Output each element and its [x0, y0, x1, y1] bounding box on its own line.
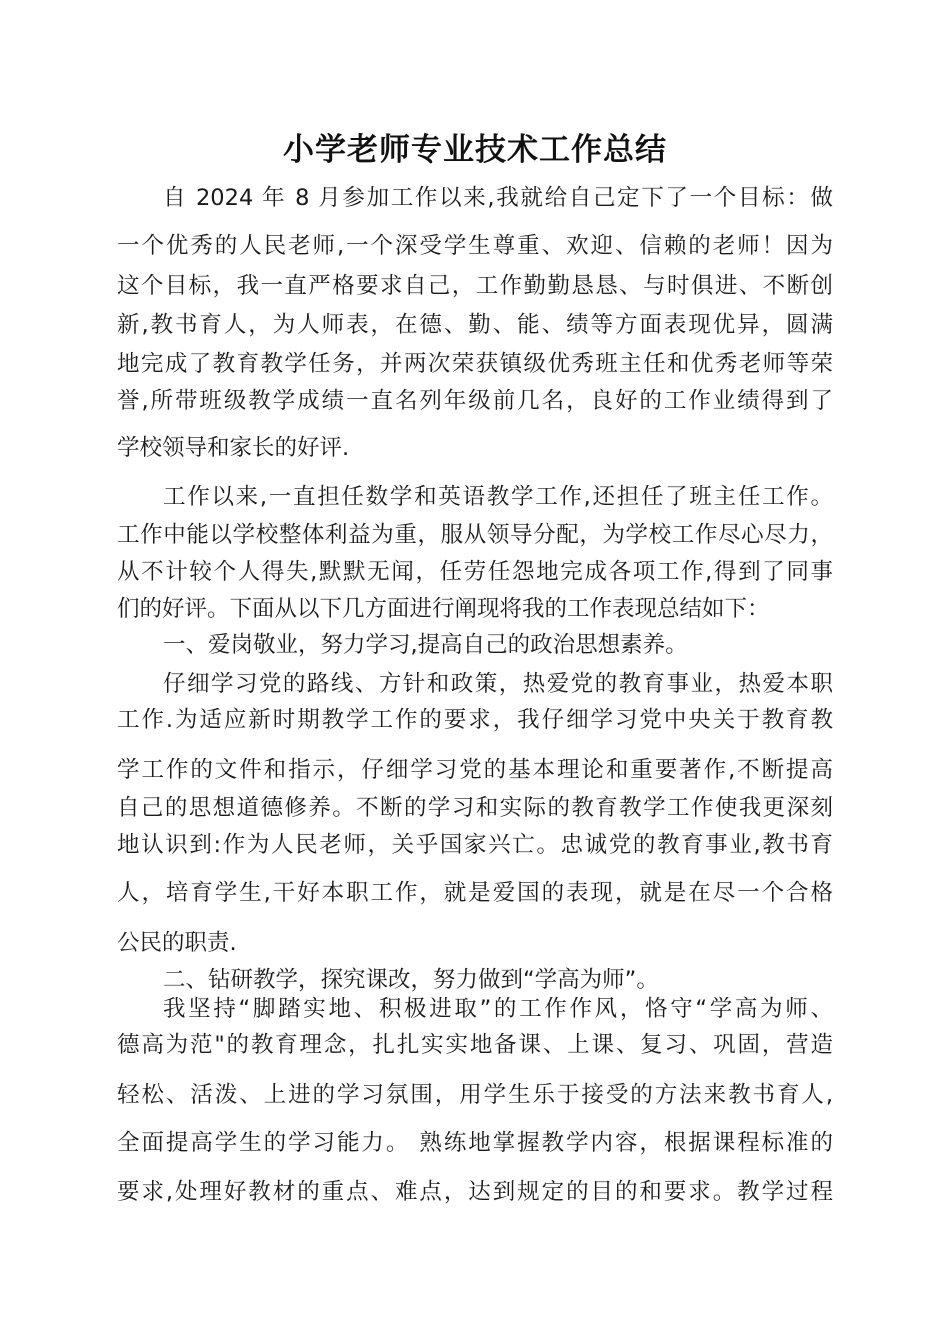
text-line: 学工作的文件和指示，仔细学习党的基本理论和重要著作,不断提高 — [117, 757, 833, 783]
text-line: 仔细学习党的路线、方针和政策，热爱党的教育事业，热爱本职 — [163, 671, 833, 697]
text-line: 们的好评。下面从以下几方面进行阐现将我的工作表现总结如下： — [117, 596, 770, 622]
text-line: 地完成了教育教学任务，并两次荣获镇级优秀班主任和优秀老师等荣 — [117, 351, 833, 377]
text-line: 新,教书育人，为人师表，在德、勤、能、绩等方面表现优异，圆满 — [117, 312, 833, 338]
text-line: 工作以来,一直担任数学和英语教学工作,还担任了班主任工作。 — [163, 484, 833, 510]
text-line: 我坚持“脚踏实地、积极进取”的工作作风，恪守“学高为师、 — [163, 996, 833, 1022]
text-line: 工作中能以学校整体利益为重，服从领导分配，为学校工作尽心尽力， — [117, 522, 833, 548]
text-line: 德高为范"的教育理念，扎扎实实地备课、上课、复习、巩固，营造 — [117, 1032, 833, 1058]
text-line: 地认识到:作为人民老师，关乎国家兴亡。忠诚党的教育事业,教书育 — [117, 832, 833, 858]
text-line: 学校领导和家长的好评. — [117, 435, 350, 461]
section-heading: 二、钻研教学，探究课改，努力做到“学高为师”。 — [163, 967, 659, 993]
text-line: 这个目标，我一直严格要求自己，工作勤勤恳恳、与时俱进、不断创 — [117, 273, 833, 299]
text-line: 人，培育学生,干好本职工作，就是爱国的表现，就是在尽一个合格 — [117, 880, 833, 906]
section-heading: 一、爱岗敬业，努力学习,提高自己的政治思想素养。 — [163, 632, 688, 658]
text-line: 全面提高学生的学习能力。 熟练地掌握教学内容，根据课程标准的 — [117, 1130, 833, 1156]
text-line: 从不计较个人得失,默默无闻，任劳任怨地完成各项工作,得到了同事 — [117, 559, 833, 585]
text-line: 一个优秀的人民老师,一个深受学生尊重、欢迎、信赖的老师！因为 — [117, 233, 833, 259]
text-line: 要求,处理好教材的重点、难点，达到规定的目的和要求。教学过程 — [117, 1179, 833, 1205]
text-line: 自己的思想道德修养。不断的学习和实际的教育教学工作使我更深刻 — [117, 795, 833, 821]
text-line: 誉,所带班级教学成绩一直名列年级前几名，良好的工作业绩得到了 — [117, 388, 833, 414]
text-line: 工作.为适应新时期教学工作的要求，我仔细学习党中央关于教育教 — [117, 707, 833, 733]
text-line: 轻松、活泼、上进的学习氛围，用学生乐于接受的方法来教书育人, — [117, 1082, 833, 1108]
text-line: 公民的职责. — [117, 930, 237, 956]
page-title: 小学老师专业技术工作总结 — [283, 132, 667, 168]
text-line: 自 2024 年 8 月参加工作以来,我就给自己定下了一个目标：做 — [163, 185, 833, 211]
